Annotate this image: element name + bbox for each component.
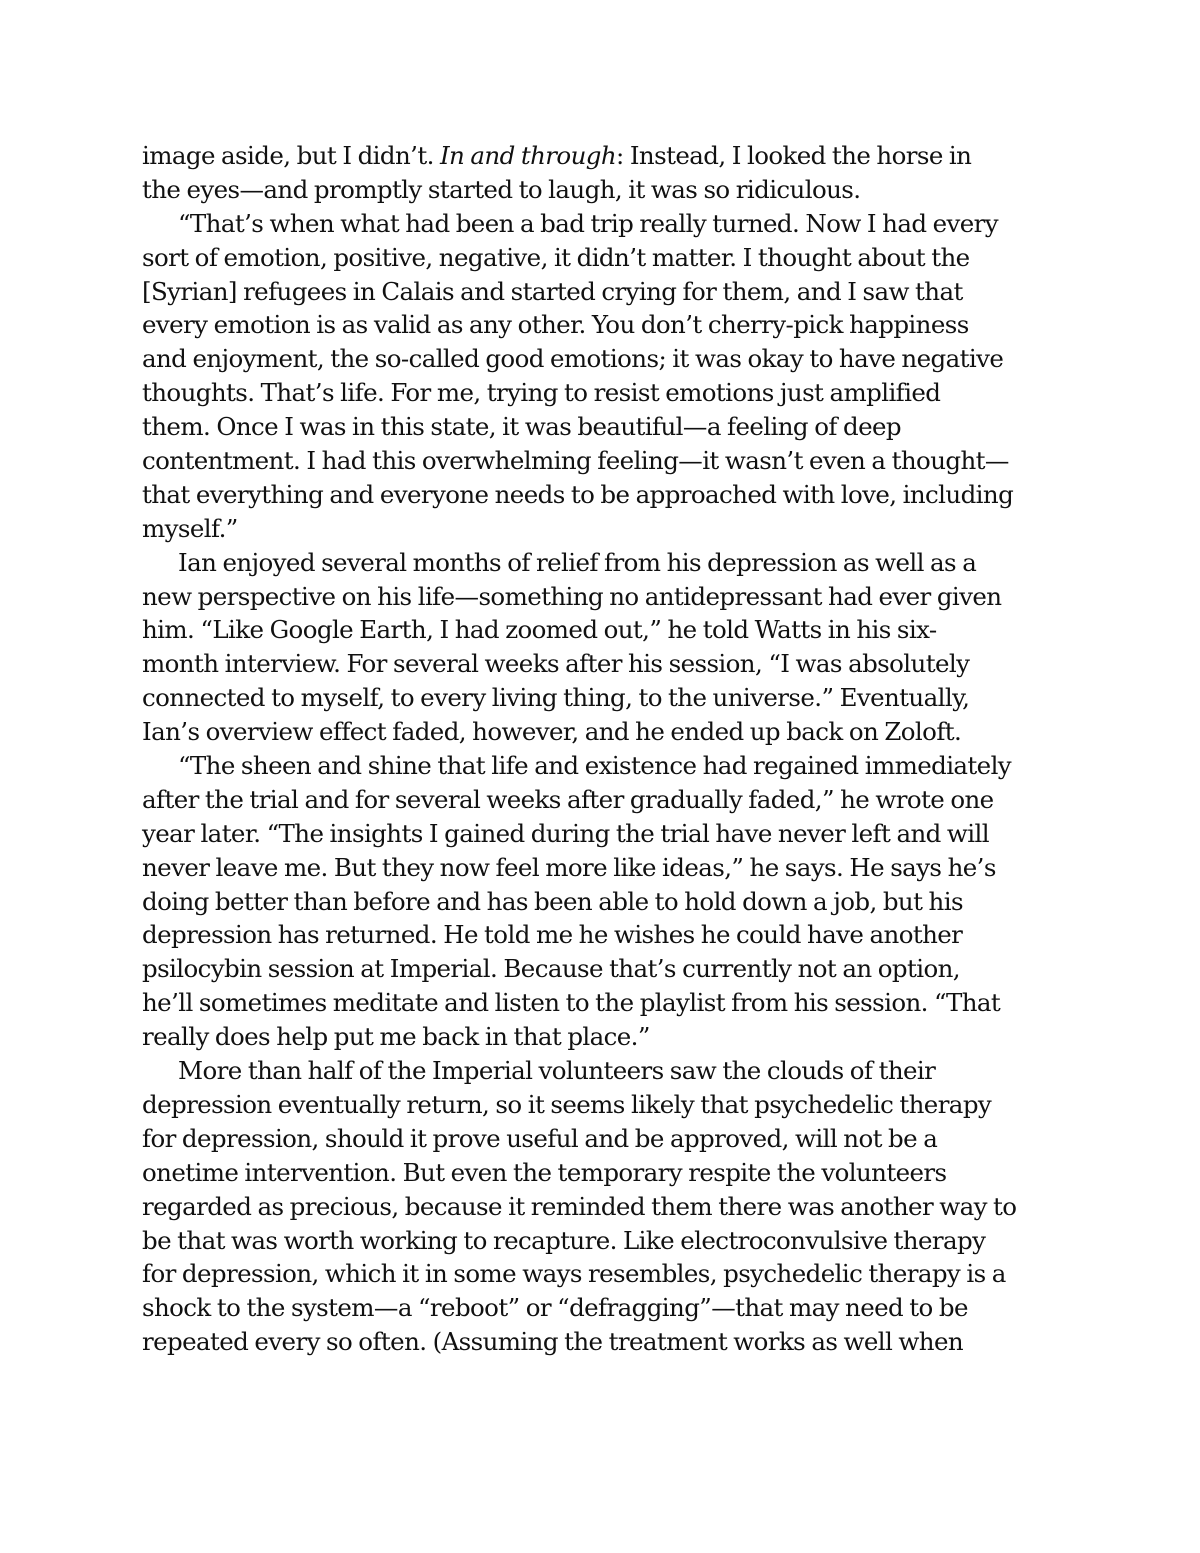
italic-phrase: In and through [439,141,617,170]
text-line: depression eventually return, so it seems likely that psychedelic therapy [142,1089,992,1119]
text-line: thoughts. That’s life. For me, trying to resist emotions just amplified [142,378,941,408]
paragraph-start-line: “The sheen and shine that life and existence had regained immediately [178,751,1012,781]
text-line: myself.” [142,513,238,543]
text-line: month interview. For several weeks after his session, “I was absolutely [142,649,970,679]
text-line: be that was worth working to recapture. Like electroconvulsive therapy [142,1225,986,1255]
text-line: regarded as precious, because it reminded them there was another way to [142,1191,1017,1221]
text-line: new perspective on his life—something no antidepressant had ever given [142,581,1002,611]
text-line: every emotion is as valid as any other. You don’t cherry-pick happiness [142,310,969,340]
text-line: contentment. I had this overwhelming feeling—it wasn’t even a thought— [142,446,1009,476]
text-line: year later. “The insights I gained during the trial have never left and will [142,818,989,848]
text-line: sort of emotion, positive, negative, it didn’t matter. I thought about the [142,242,970,272]
paragraph-start-line: Ian enjoyed several months of relief from his depression as well as a [178,547,977,577]
text-line: the eyes—and promptly started to laugh, it was so ridiculous. [142,174,861,204]
text-line: for depression, which it in some ways resembles, psychedelic therapy is a [142,1259,1006,1289]
text-line: shock to the system—a “reboot” or “defragging”—that may need to be [142,1293,968,1323]
body-text [142,139,1072,1359]
text-line: for depression, should it prove useful and be approved, will not be a [142,1123,938,1153]
paragraph-start-line: “That’s when what had been a bad trip really turned. Now I had every [178,208,999,238]
text-line: and enjoyment, the so-called good emotions; it was okay to have negative [142,344,1004,374]
text-line: onetime intervention. But even the temporary respite the volunteers [142,1157,947,1187]
text-line: he’ll sometimes meditate and listen to the playlist from his session. “That [142,988,1001,1018]
text-line: [Syrian] refugees in Calais and started crying for them, and I saw that [142,276,963,306]
text-line: depression has returned. He told me he wishes he could have another [142,920,963,950]
text-line: connected to myself, to every living thing, to the universe.” Eventually, [142,683,970,713]
text-line: image aside, but I didn’t. In and through: Instead, I looked the horse in [142,141,972,170]
text-line: that everything and everyone needs to be approached with love, including [142,479,1014,509]
text-line: never leave me. But they now feel more like ideas,” he says. He says he’s [142,852,996,882]
paragraph-start-line: More than half of the Imperial volunteers saw the clouds of their [178,1056,936,1086]
text-line: him. “Like Google Earth, I had zoomed out,” he told Watts in his six- [142,615,937,645]
text-line: Ian’s overview effect faded, however, and he ended up back on Zoloft. [142,717,962,747]
text-line: after the trial and for several weeks after gradually faded,” he wrote one [142,784,994,814]
text-line: really does help put me back in that place.” [142,1022,650,1052]
text-line: repeated every so often. (Assuming the treatment works as well when [142,1327,964,1357]
text-line: psilocybin session at Imperial. Because that’s currently not an option, [142,954,960,984]
text-line: doing better than before and has been able to hold down a job, but his [142,886,963,916]
text-line: them. Once I was in this state, it was beautiful—a feeling of deep [142,412,901,442]
